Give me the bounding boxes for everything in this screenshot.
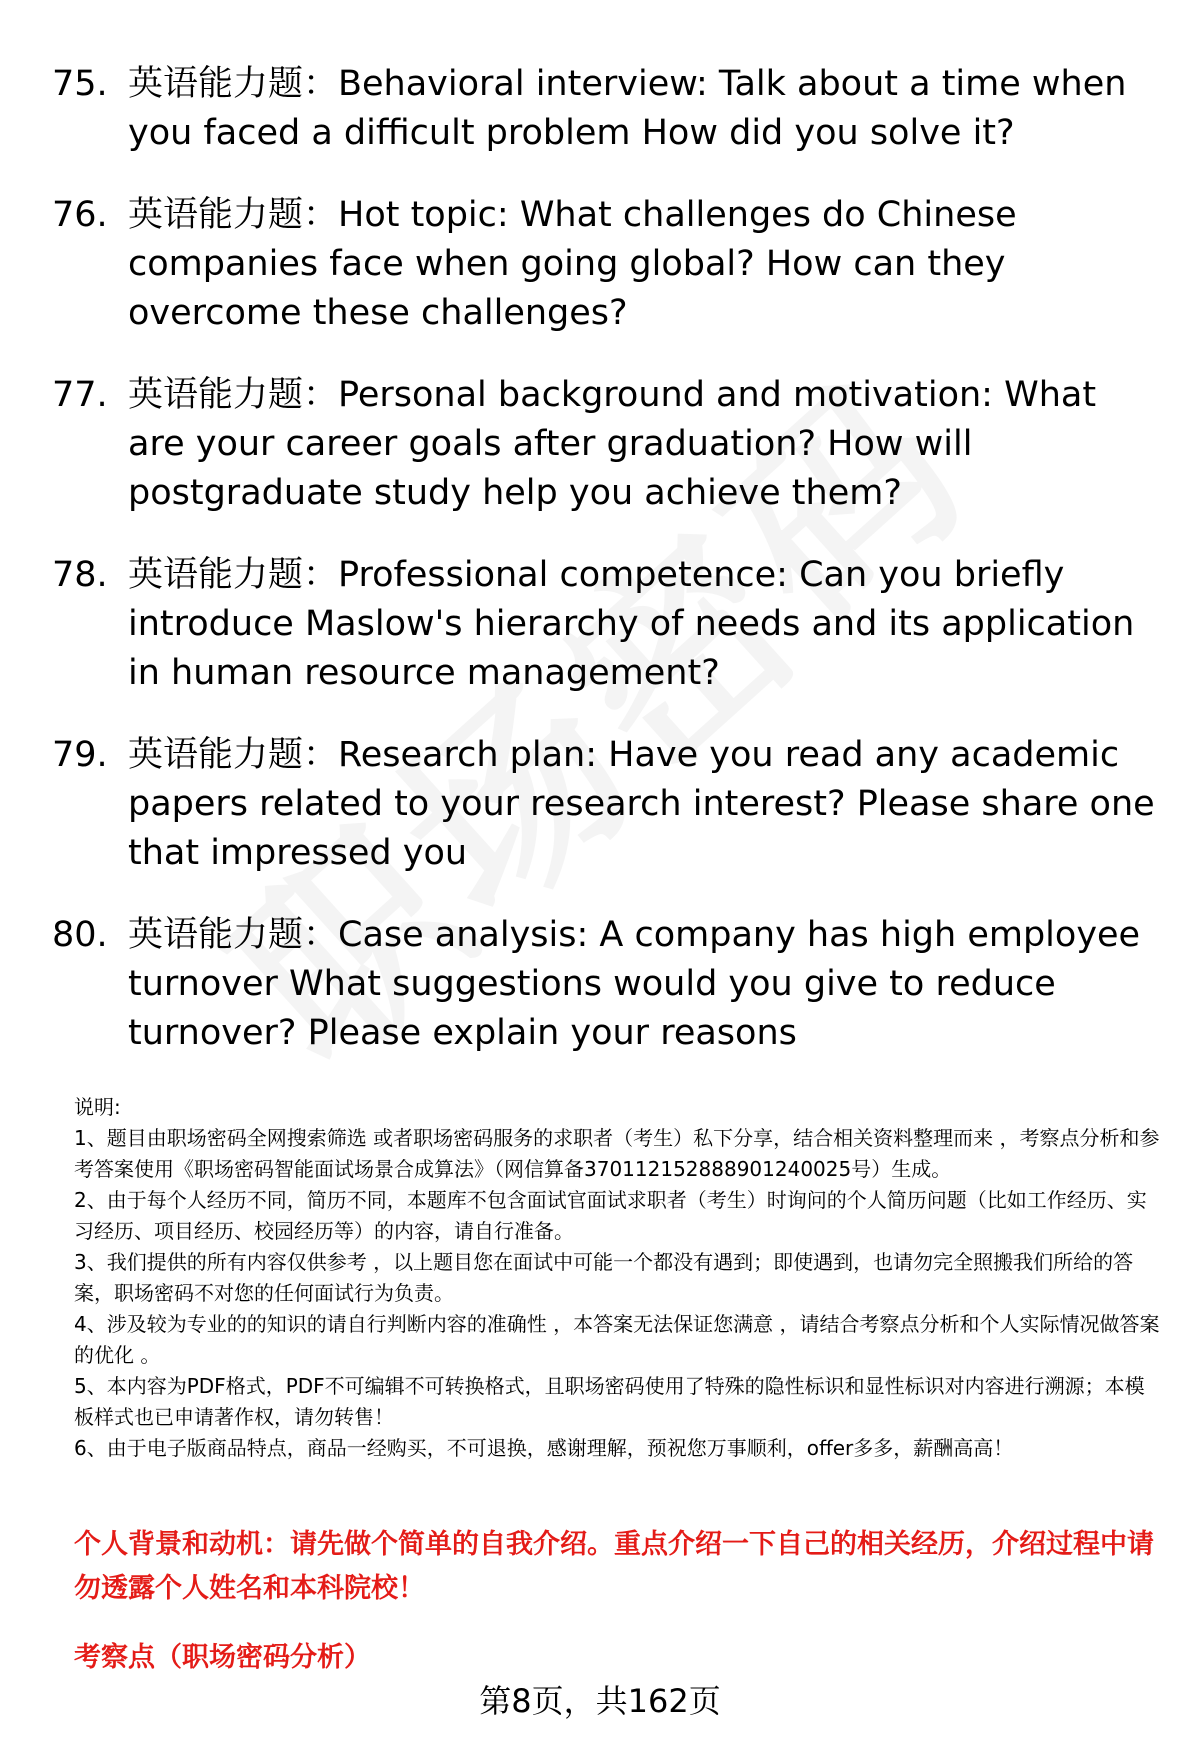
question-text: 英语能力题：Case analysis: A company has high employee turnover What suggestions would you give to reduce turnover? Please explain your reasons: [128, 915, 1141, 1053]
question-number: 78.: [52, 555, 108, 595]
question-item: [52, 911, 1162, 1058]
question-text: 英语能力题：Research plan: Have you read any academic papers related to your research interest? Please share one that impressed you: [128, 735, 1155, 873]
page-footer: 第8页，共162页: [479, 1682, 721, 1720]
question-number: 76.: [52, 195, 108, 235]
question-item: [52, 551, 1162, 698]
question-number: 79.: [52, 735, 108, 775]
note-item: 1、题目由职场密码全网搜索筛选 或者职场密码服务的求职者（考生）私下分享，结合相关资料整理而来 ，考察点分析和参考答案使用《职场密码智能面试场景合成算法》（网信算备370112152888901240025号）生成。: [74, 1126, 1160, 1181]
section-title: 考察点（职场密码分析）: [74, 1642, 371, 1673]
note-item: 6、由于电子版商品特点，商品一经购买，不可退换，感谢理解，预祝您万事顺利，offer多多，薪酬高高！: [74, 1436, 1014, 1460]
question-text: 英语能力题：Professional competence: Can you briefly introduce Maslow's hierarchy of needs and its application in human resource management?: [128, 555, 1135, 693]
question-item: [52, 731, 1162, 878]
note-item: 3、我们提供的所有内容仅供参考 ，以上题目您在面试中可能一个都没有遇到；即使遇到，也请勿完全照搬我们所给的答案，职场密码不对您的任何面试行为负责。: [74, 1250, 1134, 1305]
question-text: 英语能力题：Hot topic: What challenges do Chinese companies face when going global? How can they overcome these challenges?: [128, 195, 1017, 333]
question-item: [52, 191, 1162, 338]
note-item: 4、涉及较为专业的的知识的请自行判断内容的准确性 ，本答案无法保证您满意 ，请结合考察点分析和个人实际情况做答案的优化 。: [74, 1312, 1160, 1367]
question-item: [52, 371, 1162, 518]
notes-section: [74, 1092, 1164, 1464]
question-number: 80.: [52, 915, 108, 955]
note-item: 2、由于每个人经历不同，简历不同，本题库不包含面试官面试求职者（考生）时询问的个人简历问题（比如工作经历、实习经历、项目经历、校园经历等）的内容，请自行准备。: [74, 1188, 1147, 1243]
question-item: [52, 60, 1162, 158]
note-item: 5、本内容为PDF格式，PDF不可编辑不可转换格式，且职场密码使用了特殊的隐性标识和显性标识对内容进行溯源；本模板样式也已申请著作权，请勿转售！: [74, 1374, 1145, 1429]
notes-heading: 说明:: [74, 1095, 121, 1119]
question-list: [52, 60, 1162, 1091]
question-text: 英语能力题：Personal background and motivation: What are your career goals after graduation? How will postgraduate study help you achieve them?: [128, 375, 1097, 513]
highlight-question: 个人背景和动机：请先做个简单的自我介绍。重点介绍一下自己的相关经历，介绍过程中请勿透露个人姓名和本科院校！: [74, 1529, 1154, 1604]
question-text: 英语能力题：Behavioral interview: Talk about a time when you faced a difficult problem How did you solve it?: [128, 64, 1127, 153]
question-number: 75.: [52, 64, 108, 104]
question-number: 77.: [52, 375, 108, 415]
